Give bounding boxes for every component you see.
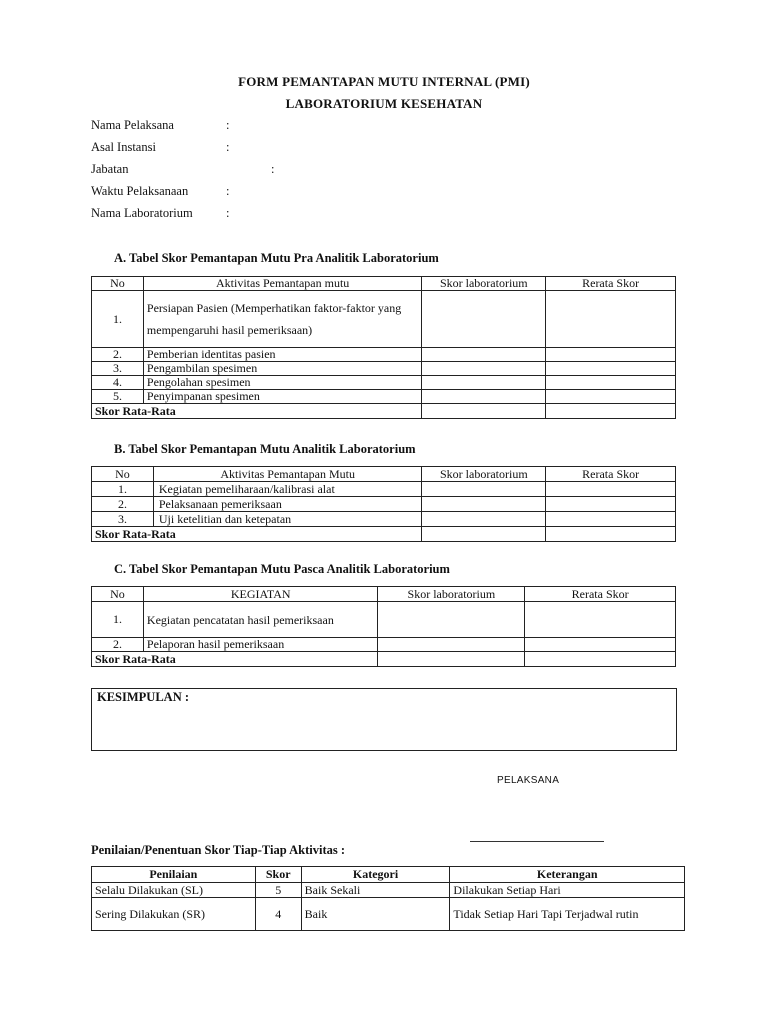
- rerata-cell[interactable]: [525, 638, 676, 652]
- skor-cell[interactable]: [422, 362, 546, 376]
- field-label: Waktu Pelaksanaan: [91, 184, 189, 198]
- rerata-cell[interactable]: [546, 362, 676, 376]
- row-no: 1.: [92, 482, 154, 497]
- row-activity: Pelaporan hasil pemeriksaan: [143, 638, 378, 652]
- penilaian-title: Penilaian/Penentuan Skor Tiap-Tiap Aktivitas :: [91, 843, 346, 857]
- table-row: [92, 376, 676, 390]
- row-activity: Persiapan Pasien (Memperhatikan faktor-faktor yang mempengaruhi hasil pemeriksaan): [143, 291, 421, 348]
- row-keterangan: Dilakukan Setiap Hari: [450, 883, 685, 898]
- field-label: Asal Instansi: [91, 140, 156, 154]
- skor-cell[interactable]: [422, 348, 546, 362]
- header-skor: Skor: [255, 867, 301, 883]
- rerata-cell[interactable]: [546, 348, 676, 362]
- table-pasca-analitik: [91, 586, 676, 667]
- row-penilaian: Selalu Dilakukan (SL): [92, 883, 256, 898]
- table-row: [92, 291, 676, 348]
- row-activity: Pengolahan spesimen: [143, 376, 421, 390]
- header-aktivitas: Aktivitas Pemantapan mutu: [143, 277, 421, 291]
- header-aktivitas: Aktivitas Pemantapan Mutu: [153, 467, 422, 482]
- rerata-cell[interactable]: [546, 512, 676, 527]
- skor-cell[interactable]: [422, 527, 546, 542]
- rerata-cell[interactable]: [546, 404, 676, 419]
- section-a-title: A. Tabel Skor Pemantapan Mutu Pra Analitik Laboratorium: [114, 251, 439, 265]
- skor-cell[interactable]: [378, 638, 525, 652]
- header-kategori: Kategori: [301, 867, 450, 883]
- header-rerata: Rerata Skor: [525, 587, 676, 602]
- field-colon: :: [226, 140, 230, 154]
- skor-cell[interactable]: [378, 652, 525, 667]
- row-skor: 5: [255, 883, 301, 898]
- field-label: Nama Laboratorium: [91, 206, 193, 220]
- row-no: 2.: [92, 638, 144, 652]
- skor-cell[interactable]: [378, 602, 525, 638]
- header-no: No: [92, 587, 144, 602]
- rerata-cell[interactable]: [546, 291, 676, 348]
- row-no: 2.: [92, 348, 144, 362]
- header-skor: Skor laboratorium: [422, 467, 546, 482]
- row-no: 1.: [92, 602, 144, 638]
- row-kategori: Baik Sekali: [301, 883, 450, 898]
- table-row: [92, 898, 685, 931]
- row-no: 3.: [92, 362, 144, 376]
- skor-cell[interactable]: [422, 390, 546, 404]
- table-row: [92, 482, 676, 497]
- field-label: Jabatan: [91, 162, 129, 176]
- kesimpulan-label: KESIMPULAN :: [97, 690, 190, 704]
- form-subtitle: LABORATORIUM KESEHATAN: [285, 96, 483, 111]
- header-no: No: [92, 277, 144, 291]
- table-analitik: [91, 466, 676, 542]
- footer-label: Skor Rata-Rata: [92, 652, 378, 667]
- skor-cell[interactable]: [422, 376, 546, 390]
- skor-cell[interactable]: [422, 497, 546, 512]
- table-row: [92, 348, 676, 362]
- rerata-cell[interactable]: [525, 652, 676, 667]
- field-nama-pelaksana: [91, 118, 230, 133]
- signature-label: PELAKSANA: [497, 775, 560, 786]
- rerata-cell[interactable]: [546, 376, 676, 390]
- section-b-title: B. Tabel Skor Pemantapan Mutu Analitik Laboratorium: [114, 442, 416, 456]
- field-colon: :: [226, 206, 230, 220]
- header-skor: Skor laboratorium: [378, 587, 525, 602]
- table-row: [92, 497, 676, 512]
- header-rerata: Rerata Skor: [546, 277, 676, 291]
- table-penilaian: [91, 866, 685, 931]
- header-kegiatan: KEGIATAN: [143, 587, 378, 602]
- row-activity: Penyimpanan spesimen: [143, 390, 421, 404]
- table-row: [92, 362, 676, 376]
- field-colon: :: [226, 184, 230, 198]
- row-skor: 4: [255, 898, 301, 931]
- field-colon: :: [271, 162, 275, 176]
- form-title: FORM PEMANTAPAN MUTU INTERNAL (PMI): [238, 74, 530, 89]
- section-c-title: C. Tabel Skor Pemantapan Mutu Pasca Analitik Laboratorium: [114, 562, 450, 576]
- header-keterangan: Keterangan: [450, 867, 685, 883]
- row-penilaian: Sering Dilakukan (SR): [92, 898, 256, 931]
- rerata-cell[interactable]: [546, 497, 676, 512]
- row-keterangan: Tidak Setiap Hari Tapi Terjadwal rutin: [450, 898, 685, 931]
- row-no: 5.: [92, 390, 144, 404]
- row-activity: Pengambilan spesimen: [143, 362, 421, 376]
- table-footer-row: [92, 404, 676, 419]
- signature-line[interactable]: [470, 841, 604, 842]
- row-activity: Kegiatan pencatatan hasil pemeriksaan: [143, 602, 378, 638]
- rerata-cell[interactable]: [546, 482, 676, 497]
- table-pra-analitik: [91, 276, 676, 419]
- header-skor: Skor laboratorium: [422, 277, 546, 291]
- row-activity: Pemberian identitas pasien: [143, 348, 421, 362]
- rerata-cell[interactable]: [525, 602, 676, 638]
- row-activity: Kegiatan pemeliharaan/kalibrasi alat: [153, 482, 422, 497]
- row-no: 2.: [92, 497, 154, 512]
- field-nama-laboratorium: [91, 206, 230, 221]
- rerata-cell[interactable]: [546, 527, 676, 542]
- table-footer-row: [92, 527, 676, 542]
- field-colon: :: [226, 118, 230, 132]
- footer-label: Skor Rata-Rata: [92, 527, 422, 542]
- skor-cell[interactable]: [422, 482, 546, 497]
- table-footer-row: [92, 652, 676, 667]
- footer-label: Skor Rata-Rata: [92, 404, 422, 419]
- table-row: [92, 638, 676, 652]
- kesimpulan-box[interactable]: [91, 688, 677, 751]
- skor-cell[interactable]: [422, 512, 546, 527]
- field-label: Nama Pelaksana: [91, 118, 174, 132]
- table-row: [92, 512, 676, 527]
- field-asal-instansi: [91, 140, 230, 155]
- skor-cell[interactable]: [422, 404, 546, 419]
- rerata-cell[interactable]: [546, 390, 676, 404]
- table-row: [92, 883, 685, 898]
- table-row: [92, 390, 676, 404]
- skor-cell[interactable]: [422, 291, 546, 348]
- header-no: No: [92, 467, 154, 482]
- row-activity: Uji ketelitian dan ketepatan: [153, 512, 422, 527]
- row-kategori: Baik: [301, 898, 450, 931]
- row-no: 4.: [92, 376, 144, 390]
- row-no: 3.: [92, 512, 154, 527]
- field-waktu-pelaksanaan: [91, 184, 230, 199]
- field-jabatan: [91, 162, 275, 177]
- table-row: [92, 602, 676, 638]
- row-activity: Pelaksanaan pemeriksaan: [153, 497, 422, 512]
- header-rerata: Rerata Skor: [546, 467, 676, 482]
- row-no: 1.: [92, 291, 144, 348]
- header-penilaian: Penilaian: [92, 867, 256, 883]
